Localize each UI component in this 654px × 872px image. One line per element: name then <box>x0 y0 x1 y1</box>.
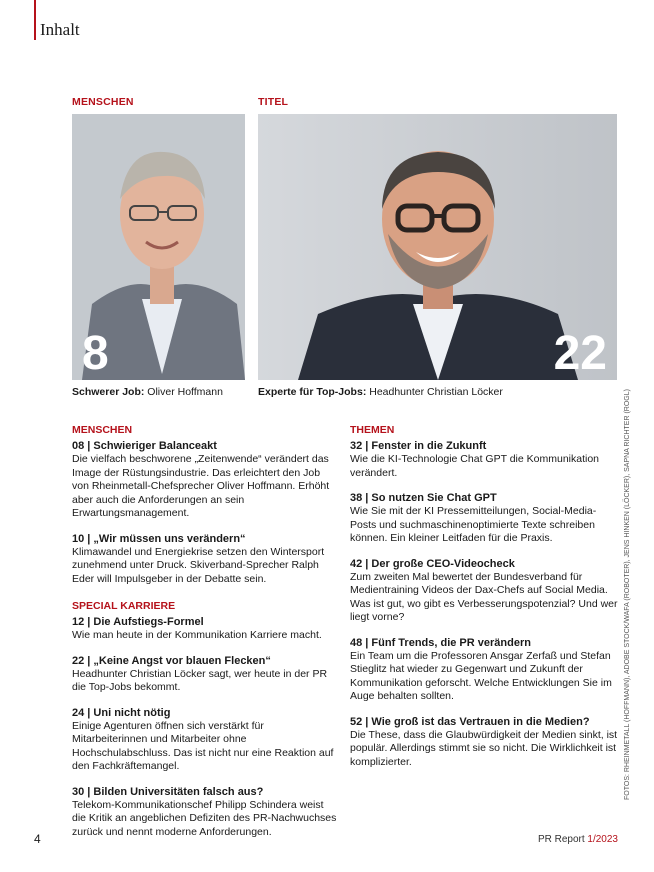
feature-right-caption <box>258 386 503 398</box>
toc-entry-text: Einige Agenturen öffnen sich verstärkt für Mitarbeiterinnen und Mitarbeiter ohne Hochschulabschluss. Das ist nicht nur eine Reaktion auf den Fachkräftemangel. <box>72 719 334 772</box>
toc-entry-text: Wie die KI-Technologie Chat GPT die Kommunikation verändert. <box>350 453 600 479</box>
photo-credit: FOTOS: RHEINMETALL (HOFFMANN), ADOBE STOCK/WAFA (ROBOTER), JENS HINKEN (LÖCKER), SAPNA RICHTER (ROGL) <box>624 389 631 800</box>
toc-entry-text: Die vielfach beschworene „Zeitenwende“ verändert das Image der Rüstungsindustrie. Das erleichtert den Job von Rheinmetall-Chefsprecher Oliver Hoffmann. Erhöht aber auch die Anforderungen an sein Erwartungsmanagement. <box>72 453 330 519</box>
toc-entry-title: 24 | Uni nicht nötig <box>72 706 171 719</box>
toc-entry[interactable] <box>72 532 337 587</box>
toc-entry-title: 48 | Fünf Trends, die PR verändern <box>350 636 531 649</box>
feature-right-page-number: 22 <box>553 327 607 380</box>
toc-entry-text: Zum zweiten Mal bewertet der Bundesverband für Medientraining Videos der Dax-Chefs auf Social Media. Was ist gut, wo gibt es Verbesserungspotenzial? Und wer liegt vorne? <box>350 570 618 623</box>
publication-footer <box>538 834 618 845</box>
toc-entry[interactable] <box>72 615 337 643</box>
toc-entry[interactable] <box>72 785 337 840</box>
feature-left-section-label: MENSCHEN <box>72 96 134 108</box>
toc-entry[interactable] <box>72 439 337 521</box>
feature-left-caption <box>72 386 223 398</box>
toc-section-label: THEMEN <box>350 424 395 436</box>
toc-entry-text: Telekom-Kommunikationschef Philipp Schindera weist die Kritik an angeblichen Defiziten des PR-Nachwuchses zurück und nennt moderne Anforderungen. <box>72 798 337 838</box>
toc-entry-text: Wie man heute in der Kommunikation Karriere macht. <box>72 629 322 641</box>
feature-right-photo <box>258 114 617 380</box>
feature-left-caption-bold: Schwerer Job: <box>72 386 145 398</box>
toc-entry-title: 42 | Der große CEO-Videocheck <box>350 557 515 570</box>
feature-right-caption-bold: Experte für Top-Jobs: <box>258 386 367 398</box>
toc-entry[interactable] <box>350 715 618 770</box>
feature-left-caption-text: Oliver Hoffmann <box>144 386 223 398</box>
toc-entry[interactable] <box>72 654 337 695</box>
toc-left-column <box>72 424 337 850</box>
toc-entry-title: 38 | So nutzen Sie Chat GPT <box>350 492 497 504</box>
toc-entry[interactable] <box>350 557 618 625</box>
toc-entry-title: 10 | „Wir müssen uns verändern“ <box>72 532 246 545</box>
feature-left-page-number: 8 <box>82 327 109 380</box>
toc-entry-text: Wie Sie mit der KI Pressemitteilungen, Social-Media-Posts und suchmaschinenoptimierte Texte schreiben können. Ein kleiner Leitfaden für die Praxis. <box>350 505 597 544</box>
toc-entry-title: 52 | Wie groß ist das Vertrauen in die Medien? <box>350 715 590 728</box>
header-accent-rule <box>34 0 36 40</box>
toc-entry-title: 22 | „Keine Angst vor blauen Flecken“ <box>72 654 271 667</box>
toc-entry-title: 32 | Fenster in die Zukunft <box>350 440 487 452</box>
feature-right-section-label: TITEL <box>258 96 289 108</box>
toc-section-label: SPECIAL KARRIERE <box>72 600 176 612</box>
toc-entry[interactable] <box>350 491 618 546</box>
toc-entry-text: Headhunter Christian Löcker sagt, wer heute in der PR die Top-Jobs bekommt. <box>72 667 328 693</box>
toc-entry-text: Die These, dass die Glaubwürdigkeit der Medien sinkt, ist populär. Allerdings stimmt sie so nicht. Die Wirklichkeit ist komplizierter. <box>350 728 618 768</box>
toc-entry[interactable] <box>72 706 337 774</box>
toc-section-label: MENSCHEN <box>72 424 133 436</box>
feature-left-photo <box>72 114 245 380</box>
toc-entry[interactable] <box>350 636 618 704</box>
toc-entry-title: 08 | Schwieriger Balanceakt <box>72 440 217 452</box>
toc-entry-text: Ein Team um die Professoren Ansgar Zerfaß und Stefan Stieglitz hat wieder zu Gegenwart und Zukunft der Kommunikation geforscht. Welche Entwicklungen Sie im Auge behalten sollten. <box>350 649 612 702</box>
page-title: Inhalt <box>40 20 80 39</box>
feature-right-caption-text: Headhunter Christian Löcker <box>366 386 503 398</box>
toc-entry-text: Klimawandel und Energiekrise setzen den Wintersport zunehmend unter Druck. Skiverband-Sprecher Ralph Eder will Impulsgeber in der Debatte sein. <box>72 545 325 585</box>
toc-entry-title: 12 | Die Aufstiegs-Formel <box>72 616 204 628</box>
page-number: 4 <box>34 832 41 846</box>
toc-right-column <box>350 424 618 780</box>
toc-entry-title: 30 | Bilden Universitäten falsch aus? <box>72 785 264 798</box>
publication-name: PR Report <box>537 834 588 845</box>
toc-entry[interactable] <box>350 439 618 480</box>
issue-number: 1/2023 <box>587 834 618 845</box>
